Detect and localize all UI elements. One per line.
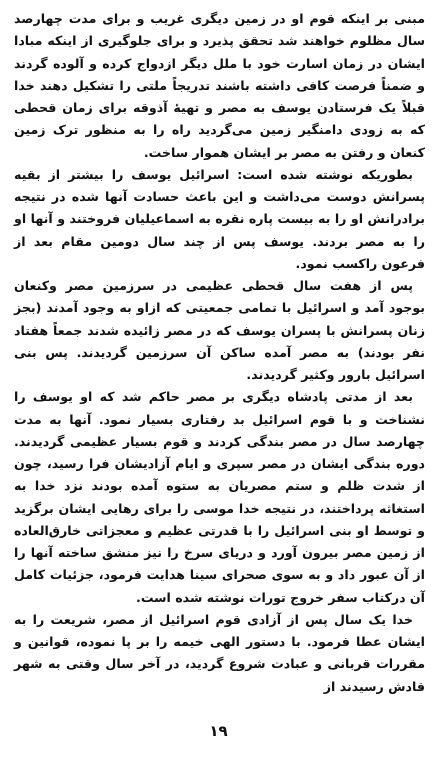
body-text [14, 8, 425, 698]
paragraph-3: پس از هفت سال قحطی عظیمی در سرزمین مصر وکنعان بوجود آمد و اسرائیل با تمامی جمعیتی که ازاو به وجود آمدند (بجز زنان پسرانش با پسران یوسف که در مصر زائیده شدند جمعاً هفتاد نفر بودند) به مصر آمده ساکن آن سرزمین گردیدند. پس بنی اسرائیل بارور وکثیر گردیدند. [14, 278, 425, 382]
paragraph-4: بعد از مدتی پادشاه دیگری بر مصر حاکم شد که او یوسف را نشناخت و با قوم اسرائیل بد رفتاری بسیار نمود. آنها به مدت چهارصد سال در مصر بندگی کردند و قوم بسیار عظیمی گردیدند. دوره بندگی ایشان در مصر سپری و ایام آزادیشان فرا رسید، چون از شدت ظلم و ستم مصریان به ستوه آمده بودند نزد خدا به استغاثه پرداختند، در نتیجه خدا موسی را برای رهایی ایشان برگزید و توسط او بنی اسرائیل را با قدرتی عظیم و معجزاتی خارق‌العاده از زمین مصر بیرون آورد و دریای سرخ را نیز منشق ساخته آنها را از آن عبور داد و به سوی صحرای سینا هدایت فرمود، جزئیات کامل آن درکتاب سفر خروج تورات نوشته شده است. [14, 389, 425, 605]
paragraph-1: مبنی بر اینکه قوم او در زمین دیگری غریب و برای مدت چهارصد سال مظلوم خواهند شد تحقق پذیرد و برای جلوگیری از اینکه مبادا ایشان در زمان اسارت خود با ملل دیگر ازدواج کرده و آلوده گردند و ضمناً فرصت کافی داشته باشند تدریجاً ملتی را تشکیل دهند خدا قبلاً یک فرستادن یوسف به مصر و تهیهٔ آذوقه برای زمان قحطی که به زودی دامنگیر زمین می‌گردید راه را به منظور ترک زمین کنعان و رفتن به مصر بر ایشان هموار ساخت. [14, 11, 425, 160]
paragraph-5: خدا یک سال پس از آزادی قوم اسرائیل از مصر، شریعت را به ایشان عطا فرمود. با دستور الهی خیمه را بر پا نموده، قوانین و مقررات قربانی و عبادت شروع گردید، در آخر سال وقتی به شهر قادش رسیدند از [14, 611, 425, 694]
paragraph-2: بطوریکه نوشته شده است: اسرائیل یوسف را بیشتر از بقیه پسرانش دوست می‌داشت و این باعث حسادت آنها شده در نتیجه برادرانش او را به بیست پاره نقره به اسماعیلیان فروختند و آنها او را به مصر بردند. یوسف پس از چند سال دومین مقام بعد از فرعون راکسب نمود. [14, 166, 425, 271]
page-number: ۱۹ [209, 722, 228, 740]
